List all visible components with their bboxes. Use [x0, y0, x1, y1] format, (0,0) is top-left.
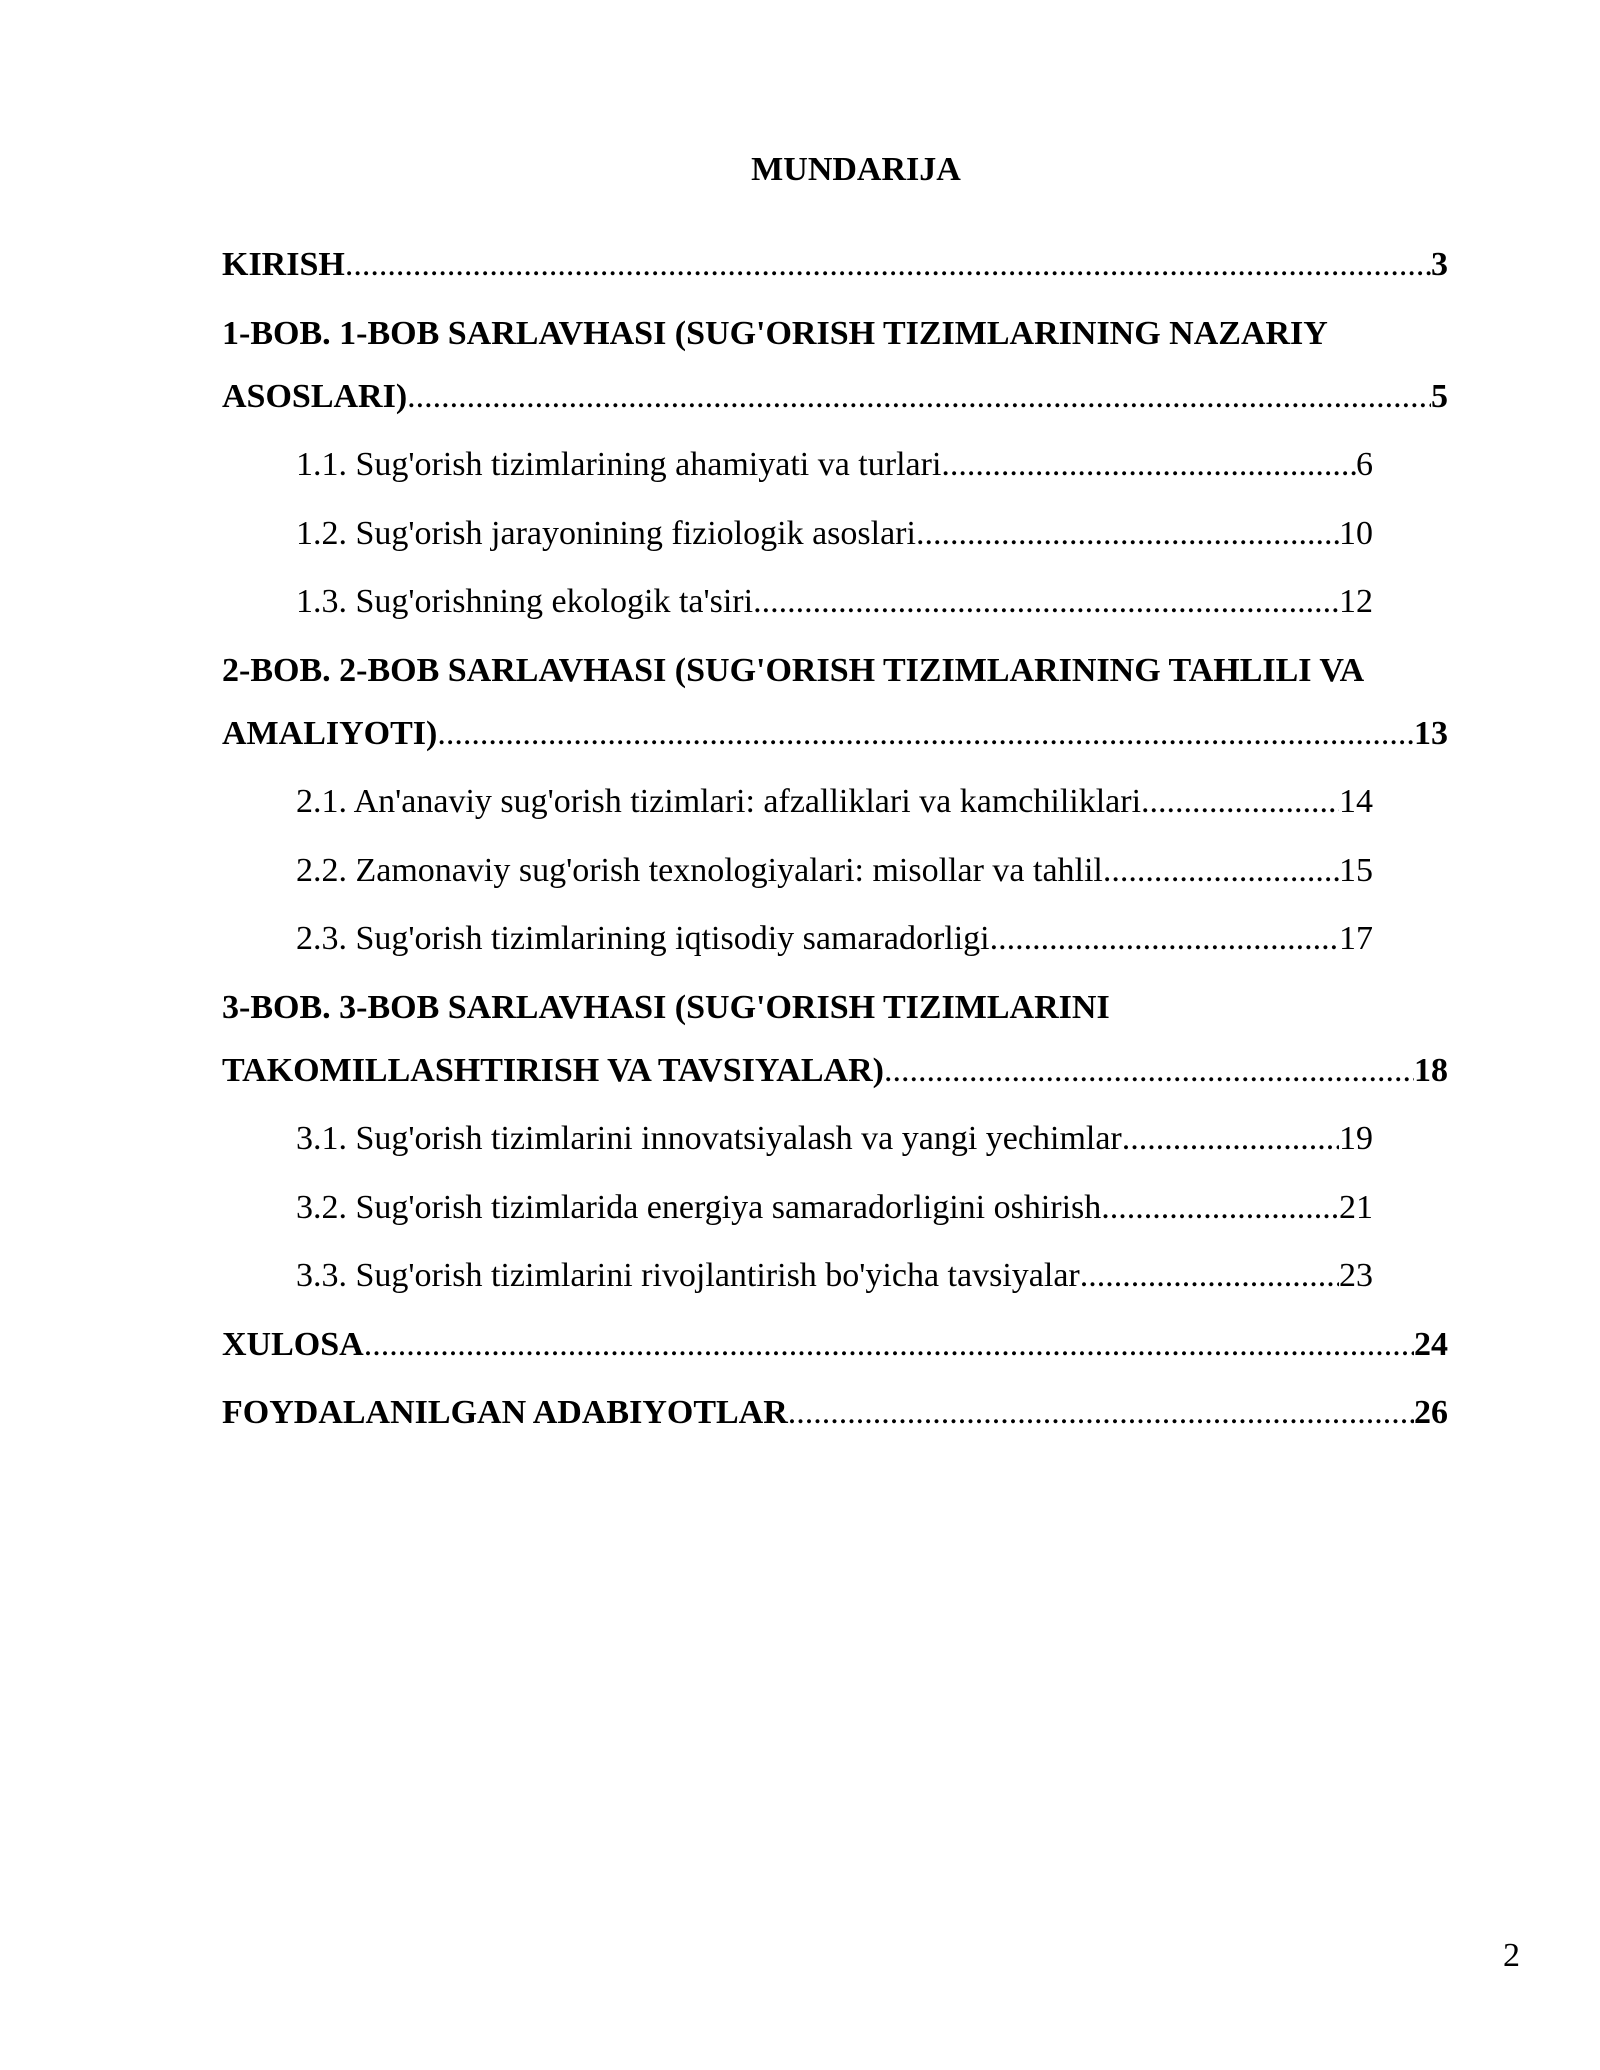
toc-entry-3-1[interactable] [296, 1110, 1373, 1179]
toc-entry-label: 1.3. Sug'orishning ekologik ta'siri [296, 583, 754, 620]
toc-entry-label: 3.3. Sug'orish tizimlarini rivojlantirish bo'yicha tavsiyalar [296, 1257, 1080, 1294]
toc-entry-bob1[interactable] [222, 368, 1448, 437]
toc-page-number: 26 [1414, 1394, 1448, 1431]
dot-leader [345, 236, 1431, 294]
toc-page-number: 21 [1339, 1188, 1373, 1226]
toc-entry-2-3[interactable] [296, 910, 1373, 979]
toc-page-number: 24 [1414, 1325, 1448, 1363]
toc-entry-kirish[interactable] [222, 236, 1448, 305]
toc-page-number: 23 [1339, 1257, 1373, 1294]
toc-page-number: 17 [1339, 920, 1373, 957]
toc-page-number: 19 [1339, 1120, 1373, 1157]
dot-leader [1080, 1247, 1339, 1305]
dot-leader [916, 505, 1339, 563]
toc-entry-bob1-line1[interactable]: 1-BOB. 1-BOB SARLAVHASI (SUG'ORISH TIZIMLARINING NAZARIY [222, 314, 1328, 352]
toc-entry-label: 3.1. Sug'orish tizimlarini innovatsiyalash va yangi yechimlar [296, 1120, 1122, 1157]
toc-entry-1-1[interactable] [296, 436, 1373, 505]
toc-page-number: 3 [1431, 246, 1448, 283]
dot-leader [407, 368, 1431, 426]
page-number: 2 [1503, 1937, 1520, 1974]
dot-leader [364, 1316, 1414, 1374]
toc-entry-xulosa[interactable] [222, 1316, 1448, 1385]
toc-entry-label: FOYDALANILGAN ADABIYOTLAR [222, 1394, 788, 1431]
toc-entry-label: 2.3. Sug'orish tizimlarining iqtisodiy samaradorligi [296, 920, 990, 957]
toc-entry-label: KIRISH [222, 246, 345, 283]
toc-page-number: 13 [1414, 714, 1448, 752]
toc-entry-1-2[interactable] [296, 505, 1373, 574]
dot-leader [437, 705, 1414, 763]
dot-leader [884, 1042, 1414, 1100]
toc-entry-3-3[interactable] [296, 1247, 1373, 1316]
toc-entry-label: 2.1. An'anaviy sug'orish tizimlari: afzalliklari va kamchiliklari [296, 783, 1142, 820]
toc-entry-bob3-line1[interactable]: 3-BOB. 3-BOB SARLAVHASI (SUG'ORISH TIZIMLARINI [222, 988, 1110, 1026]
toc-entry-3-2[interactable] [296, 1179, 1373, 1248]
toc-page-number: 18 [1414, 1051, 1448, 1089]
dot-leader [1101, 1179, 1339, 1237]
dot-leader [1122, 1110, 1339, 1168]
toc-page-number: 15 [1339, 851, 1373, 889]
toc-entry-label: 1.1. Sug'orish tizimlarining ahamiyati va turlari [296, 446, 942, 483]
toc-entry-label: 3.2. Sug'orish tizimlarida energiya samaradorligini oshirish [296, 1188, 1102, 1226]
toc-page-number: 5 [1431, 377, 1448, 415]
toc-page-number: 14 [1339, 783, 1373, 820]
dot-leader [1103, 842, 1339, 900]
toc-entry-label: AMALIYOTI) [222, 714, 438, 752]
dot-leader [788, 1384, 1414, 1442]
toc-entry-bob3[interactable] [222, 1042, 1448, 1111]
toc-entry-label: TAKOMILLASHTIRISH VA TAVSIYALAR) [222, 1051, 884, 1089]
toc-entry-1-3[interactable] [296, 573, 1373, 642]
dot-leader [941, 436, 1356, 494]
toc-entry-2-1[interactable] [296, 773, 1373, 842]
toc-page-number: 10 [1339, 514, 1373, 552]
dot-leader [1141, 773, 1339, 831]
page-title: MUNDARIJA [751, 151, 961, 188]
toc-page-number: 6 [1356, 446, 1373, 483]
toc-entry-label: XULOSA [222, 1325, 364, 1363]
toc-entry-bob2[interactable] [222, 705, 1448, 774]
toc-entry-bob2-line1[interactable]: 2-BOB. 2-BOB SARLAVHASI (SUG'ORISH TIZIMLARINING TAHLILI VA [222, 651, 1365, 689]
dot-leader [990, 910, 1339, 968]
toc-entry-2-2[interactable] [296, 842, 1373, 911]
toc-page-number: 12 [1339, 583, 1373, 620]
dot-leader [753, 573, 1339, 631]
toc-entry-adabiyotlar[interactable] [222, 1384, 1448, 1453]
toc-entry-label: 2.2. Zamonaviy sug'orish texnologiyalari: misollar va tahlil [296, 851, 1103, 889]
toc-entry-label: 1.2. Sug'orish jarayonining fiziologik asoslari [296, 514, 916, 552]
table-of-contents [222, 236, 1448, 1453]
toc-entry-label: ASOSLARI) [222, 377, 408, 415]
